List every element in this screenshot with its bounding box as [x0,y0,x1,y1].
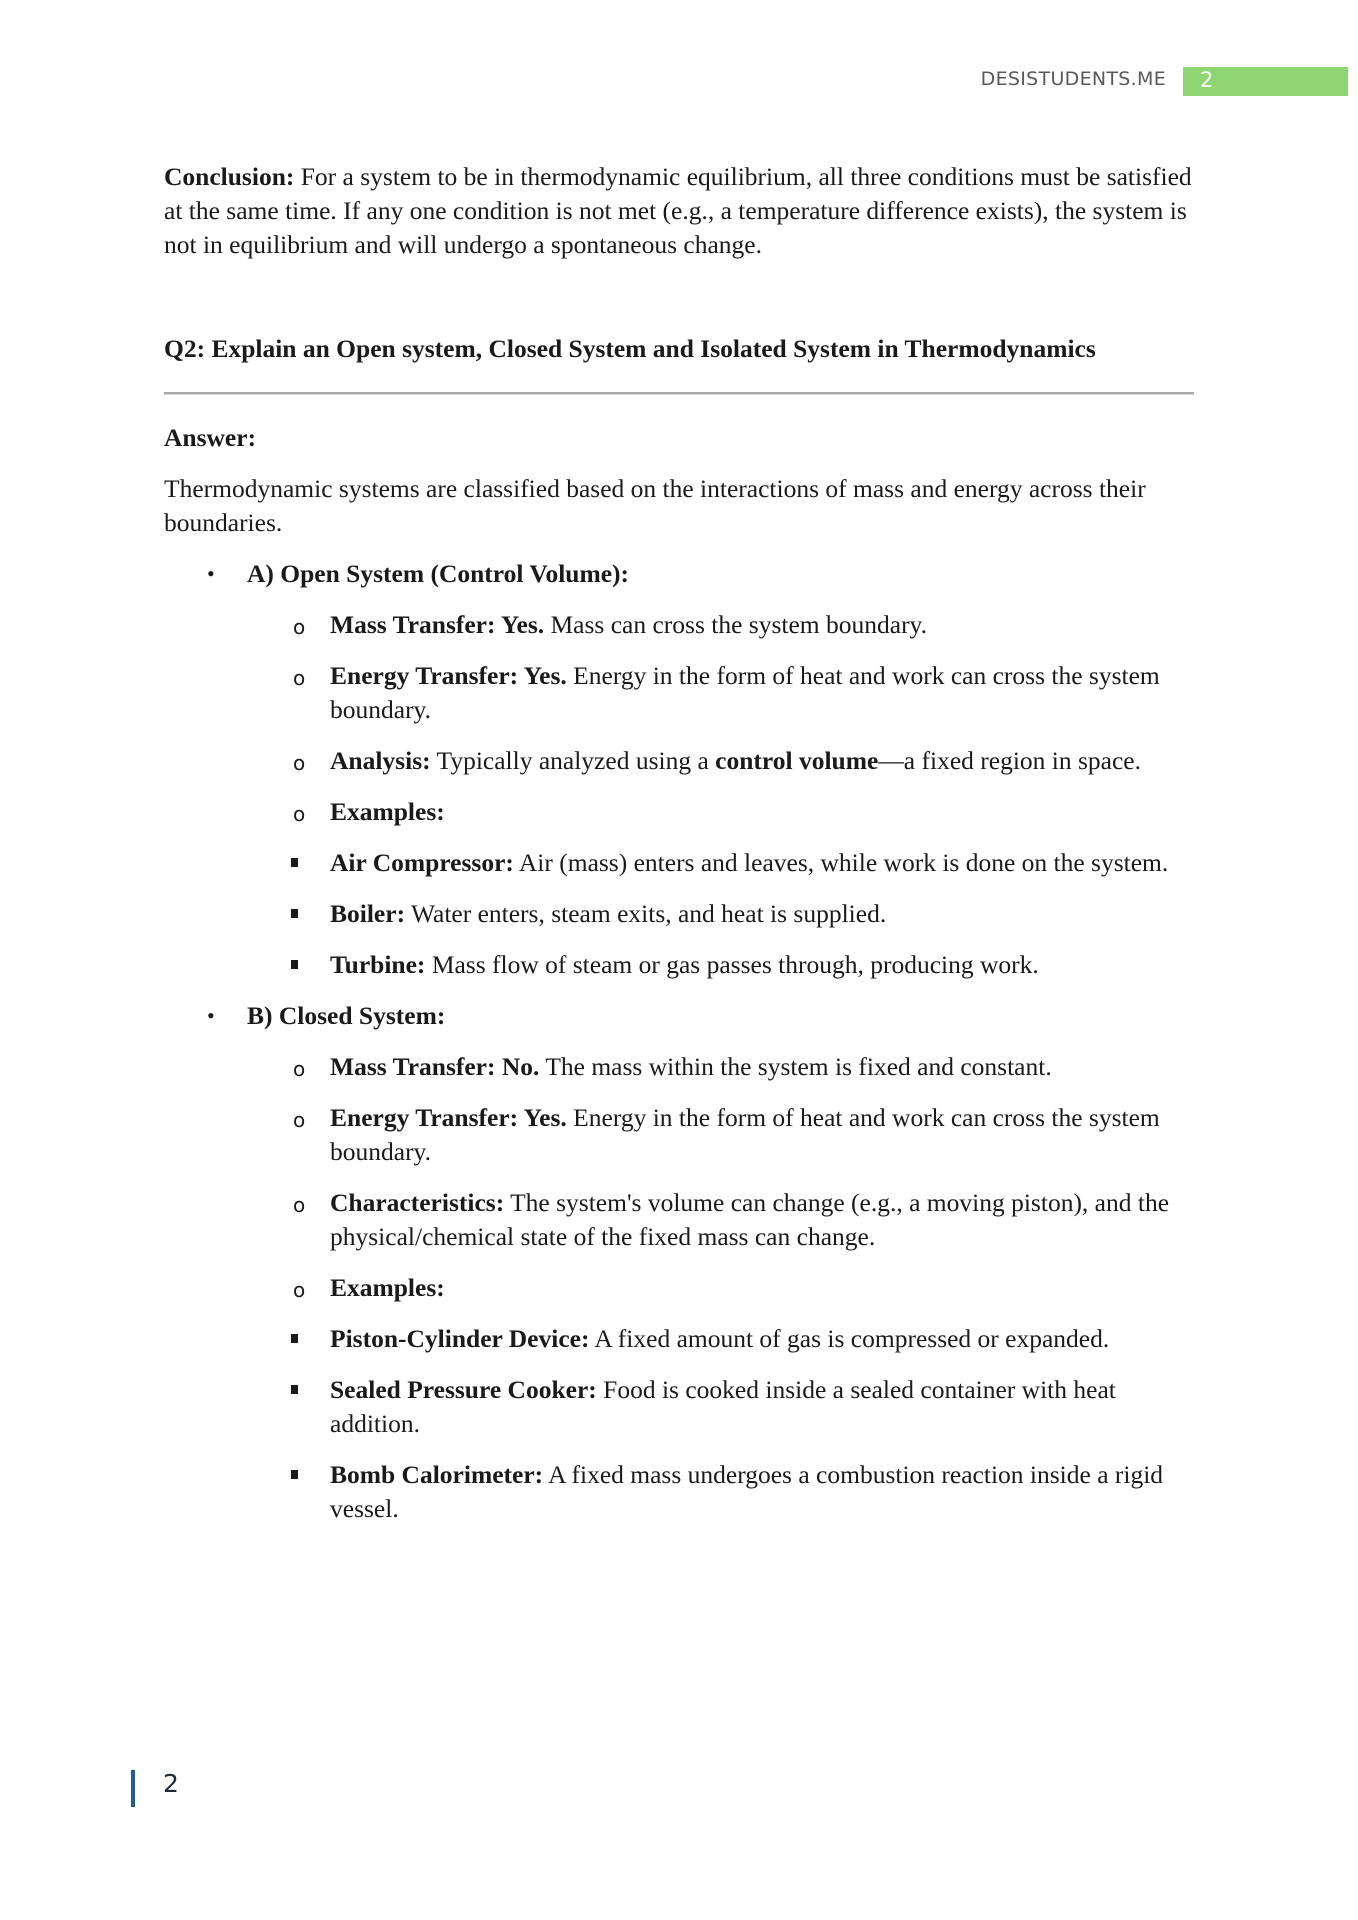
point-label: Energy Transfer: Yes. [330,1103,567,1132]
point-text: Typically analyzed using a [430,746,716,775]
bullet-square-icon [291,1334,298,1343]
point-label: Mass Transfer: No. [330,1052,540,1081]
system-item-open [164,557,1194,982]
example-label: Sealed Pressure Cooker: [330,1375,597,1404]
site-name: DESISTUDENTS.ME [980,68,1166,90]
header-page-badge [1183,67,1348,96]
example-label: Bomb Calorimeter: [330,1460,544,1489]
systems-list [164,557,1194,1526]
example-label: Air Compressor: [330,848,514,877]
list-item [247,608,1194,642]
point-text: Energy in the form of heat and work can cross the system boundary. [330,661,1160,724]
example-text: Water enters, steam exits, and heat is supplied. [405,899,887,928]
example-text: A fixed mass undergoes a combustion reaction inside a rigid vessel. [330,1460,1164,1523]
example-label: Piston-Cylinder Device: [330,1324,590,1353]
example-text: Air (mass) enters and leaves, while work is done on the system. [513,848,1169,877]
bullet-circle-icon: o [293,615,306,639]
example-text: A fixed amount of gas is compressed or expanded. [589,1324,1110,1353]
bullet-circle-icon: o [293,1108,306,1132]
point-label: Examples: [330,1273,445,1302]
list-item [247,659,1194,727]
list-item [247,744,1194,778]
system-title: A) Open System (Control Volume): [247,559,630,588]
bullet-circle-icon: o [293,751,306,775]
example-text: Food is cooked inside a sealed container with heat addition. [330,1375,1116,1438]
list-item [247,1186,1194,1254]
answer-intro: Thermodynamic systems are classified based on the interactions of mass and energy across their boundaries. [164,474,1146,537]
list-item [247,1050,1194,1084]
example-item [247,897,1194,931]
example-item [247,1373,1194,1441]
bullet-circle-icon: o [293,1057,306,1081]
example-item [247,1458,1194,1526]
open-points-list [247,608,1194,982]
question-heading: Q2: Explain an Open system, Closed System and Isolated System in Thermodynamics [164,334,1096,363]
open-examples-list [247,846,1194,982]
point-text: The mass within the system is fixed and constant. [539,1052,1052,1081]
bullet-circle-icon: o [293,1278,306,1302]
conclusion-paragraph [164,160,1194,262]
footer-accent-bar [131,1770,135,1807]
list-item [247,1101,1194,1169]
bullet-circle-icon: o [293,1193,306,1217]
closed-points-list [247,1050,1194,1526]
list-item [247,1271,1194,1526]
system-item-closed [164,999,1194,1526]
bullet-square-icon [291,858,298,867]
example-item [247,1322,1194,1356]
conclusion-label: Conclusion: [164,162,295,191]
header-page-number: 2 [1200,68,1214,92]
answer-label: Answer: [164,423,257,452]
example-text: Mass flow of steam or gas passes through, producing work. [425,950,1039,979]
bullet-square-icon [291,960,298,969]
point-emphasis: control volume [715,746,879,775]
example-item [247,948,1194,982]
bullet-square-icon [291,1470,298,1479]
bullet-circle-icon: o [293,666,306,690]
bullet-disc-icon: • [207,561,215,586]
horizontal-rule [164,392,1194,395]
point-label: Mass Transfer: Yes. [330,610,545,639]
bullet-square-icon [291,1385,298,1394]
list-item [247,795,1194,982]
point-text-continued: —a fixed region in space. [878,746,1141,775]
example-label: Boiler: [330,899,406,928]
example-label: Turbine: [330,950,426,979]
document-body [164,160,1194,1543]
point-label: Analysis: [330,746,431,775]
example-item [247,846,1194,880]
footer-page-number: 2 [163,1769,179,1798]
closed-examples-list [247,1322,1194,1526]
point-text: Energy in the form of heat and work can cross the system boundary. [330,1103,1160,1166]
point-text: The system's volume can change (e.g., a moving piston), and the physical/chemical state of the fixed mass can change. [330,1188,1170,1251]
point-label: Energy Transfer: Yes. [330,661,567,690]
point-label: Characteristics: [330,1188,505,1217]
bullet-square-icon [291,909,298,918]
conclusion-text: For a system to be in thermodynamic equilibrium, all three conditions must be satisfied at the same time. If any one condition is not met (e.g., a temperature difference exists), the system is not in equilibrium and will undergo a spontaneous change. [164,162,1192,259]
point-label: Examples: [330,797,445,826]
point-text: Mass can cross the system boundary. [544,610,928,639]
bullet-circle-icon: o [293,802,306,826]
system-title: B) Closed System: [247,1001,446,1030]
bullet-disc-icon: • [207,1003,215,1028]
